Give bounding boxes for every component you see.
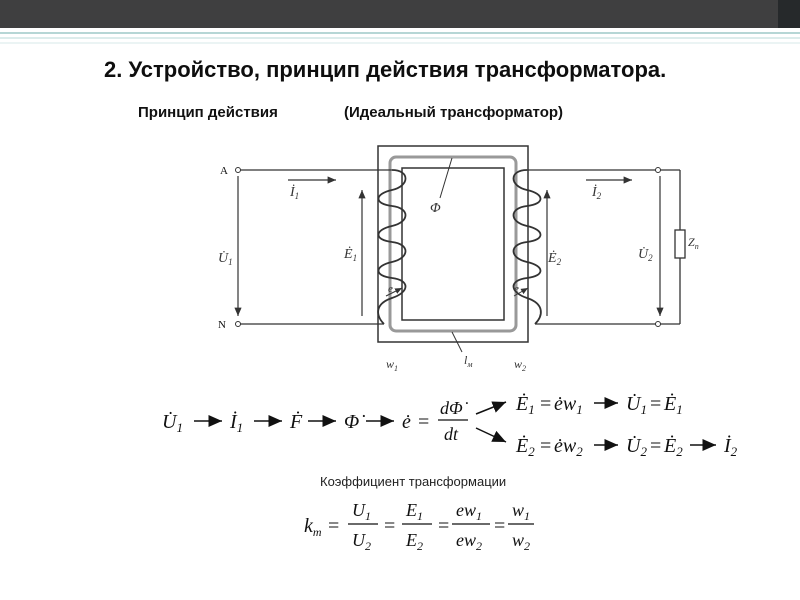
label-lm: $l_м$ (464, 353, 473, 369)
chain-u1: $U̇_1$ (162, 411, 183, 435)
label-eps2: e (514, 283, 519, 295)
b2-i2: $İ_2$ (724, 435, 738, 459)
ratio-k: $k_т$ (304, 515, 322, 539)
b1-e1b: $Ė_1$ (664, 393, 683, 417)
b2-e2b: $Ė_2$ (664, 435, 683, 459)
chain-phi: Φ̇ (344, 411, 360, 433)
label-zload: $Z_п$ (688, 235, 699, 251)
ratio-f3-num: $ew_1$ (456, 500, 482, 523)
b1-u1: $U̇_1$ (626, 393, 647, 417)
ratio-f2-num: $E_1$ (406, 500, 423, 523)
label-eps1: e (388, 283, 393, 295)
chain-eq: = (418, 411, 430, 433)
ratio-f1-den: $U_2$ (352, 530, 371, 553)
label-u1: $U̇_1$ (218, 251, 233, 267)
formula-chain (162, 398, 506, 444)
label-i1: $İ_1$ (290, 185, 300, 201)
b1-ew: $ėw_1$ (554, 393, 583, 417)
ratio-eq-1: = (328, 515, 340, 537)
label-e1: $Ė_1$ (344, 247, 358, 263)
slide-title: 2. Устройство, принцип действия трансформатора. (104, 57, 667, 82)
chain-e: ė (402, 411, 411, 433)
b1-eq2: = (650, 393, 662, 415)
branch-arrow-up (476, 402, 506, 414)
b2-eq2: = (650, 435, 662, 457)
b2-u2: $U̇_2$ (626, 435, 647, 459)
ratio-eq-4: = (494, 515, 506, 537)
transformer-diagram (236, 146, 686, 352)
sec-terminal-top (656, 168, 661, 173)
ratio-f2-den: $E_2$ (406, 530, 423, 553)
subtitle-ideal-transformer: (Идеальный трансформатор) (344, 104, 564, 121)
branch-arrow-down (476, 428, 506, 442)
chain-dphi: dΦ̇ (440, 398, 463, 418)
ratio-formula (304, 500, 534, 553)
sec-terminal-bottom (656, 322, 661, 327)
label-i2: $İ_2$ (592, 185, 602, 201)
ratio-eq-2: = (384, 515, 396, 537)
b1-eq1: = (540, 393, 552, 415)
ratio-f3-den: $ew_2$ (456, 530, 482, 553)
phi-leader (440, 158, 452, 198)
b2-ew: $ėw_2$ (554, 435, 583, 459)
ratio-f4-num: $w_1$ (512, 500, 531, 523)
terminal-a-dot (236, 168, 241, 173)
secondary-coil (514, 170, 541, 324)
b2-eq1: = (540, 435, 552, 457)
b1-e1: $Ė_1$ (516, 393, 535, 417)
coefficient-caption: Коэффициент трансформации (320, 474, 507, 489)
flux-path (390, 157, 516, 331)
ratio-f1-num: $U_1$ (352, 500, 371, 523)
formula-branch-1 (515, 392, 683, 417)
chain-f: Ḟ (290, 411, 303, 433)
ratio-eq-3: = (438, 515, 450, 537)
load-resistor (675, 230, 685, 258)
chain-dt: dt (444, 424, 459, 444)
label-w1: $w_1$ (386, 357, 399, 373)
label-terminal-n: N (218, 319, 226, 331)
label-phi: Φ (430, 201, 441, 216)
chain-i1: $İ_1$ (230, 411, 244, 435)
label-u2: $U̇_2$ (638, 247, 653, 263)
label-w2: $w_2$ (514, 357, 527, 373)
terminal-n-dot (236, 322, 241, 327)
subtitle-principle: Принцип действия (138, 104, 278, 121)
label-terminal-a: A (220, 165, 228, 177)
b2-e2: $Ė_2$ (516, 435, 535, 459)
formula-branch-2 (515, 434, 738, 459)
ratio-f4-den: $w_2$ (512, 530, 531, 553)
core-inner (402, 168, 504, 320)
label-e2: $Ė_2$ (548, 251, 562, 267)
